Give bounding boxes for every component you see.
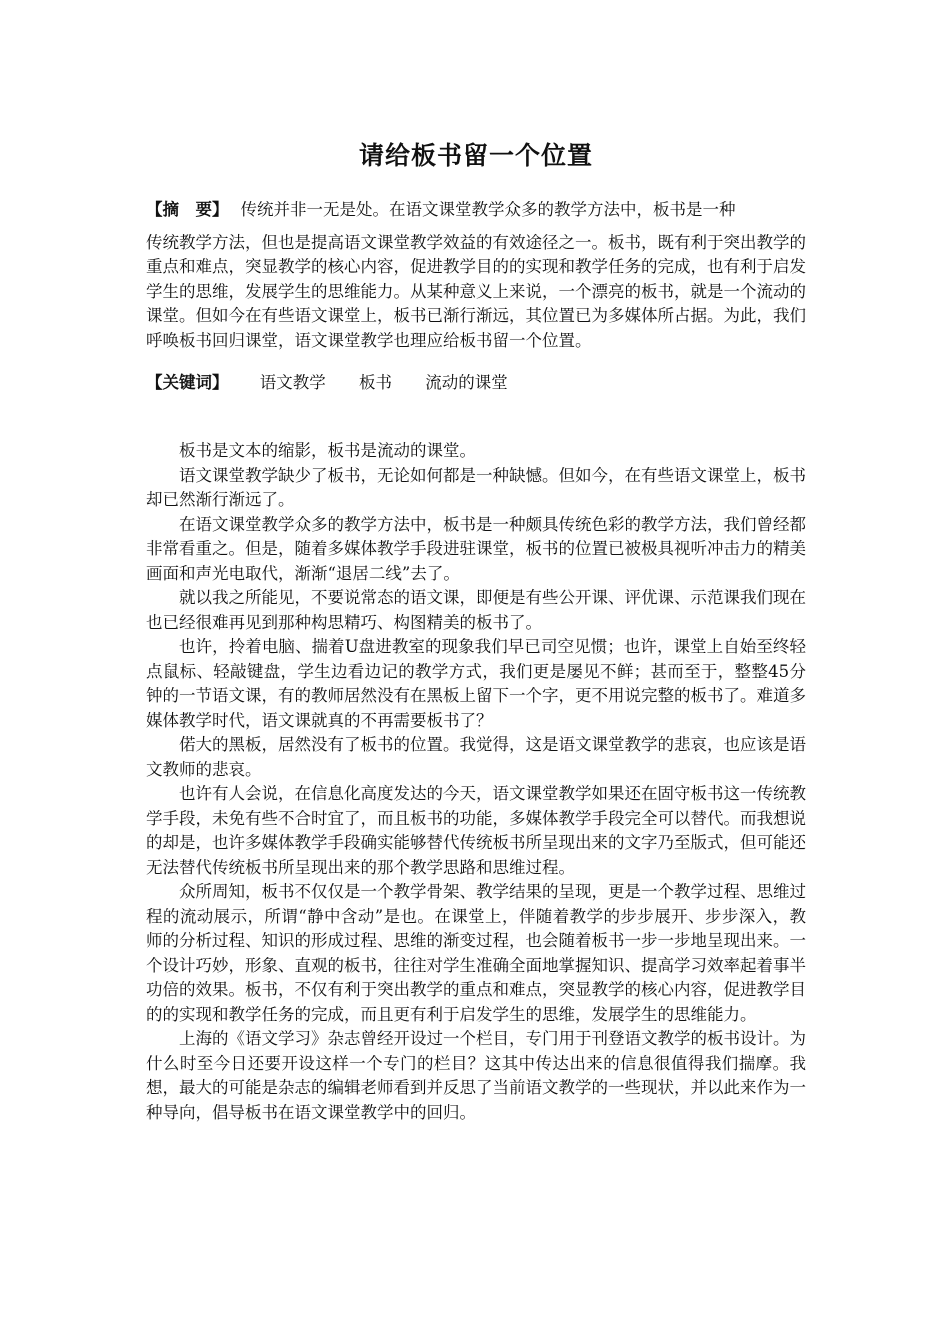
keywords-label: 【关键词】 xyxy=(146,373,229,392)
body-text xyxy=(146,439,806,1125)
abstract-label: 【摘 要】 xyxy=(146,200,229,219)
abstract-text-line1: 传统并非一无是处。在语文课堂教学众多的教学方法中，板书是一种 xyxy=(240,200,736,219)
keyword-item: 语文教学 xyxy=(259,373,326,392)
body-paragraph: 语文课堂教学缺少了板书，无论如何都是一种缺憾。但如今，在有些语文课堂上，板书却已然渐行渐远了。 xyxy=(146,465,806,509)
body-paragraph: 也许有人会说，在信息化高度发达的今天，语文课堂教学如果还在固守板书这一传统教学手段，未免有些不合时宜了，而且板书的功能，多媒体教学手段完全可以替代。而我想说的却是，也许多媒体教学手段确实能够替代传统板书所呈现出来的文字乃至版式，但可能还无法替代传统板书所呈现出来的那个教学思路和思维过程。 xyxy=(146,784,806,877)
body-paragraph: 在语文课堂教学众多的教学方法中，板书是一种颇具传统色彩的教学方法，我们曾经都非常看重之。但是，随着多媒体教学手段进驻课堂，板书的位置已被极具视听冲击力的精美画面和声光电取代，渐渐“退居二线”去了。 xyxy=(146,514,806,583)
keyword-item: 板书 xyxy=(359,373,392,392)
body-paragraph: 众所周知，板书不仅仅是一个教学骨架、教学结果的呈现，更是一个教学过程、思维过程的流动展示，所谓“静中含动”是也。在课堂上，伴随着教学的步步展开、步步深入，教师的分析过程、知识的形成过程、思维的渐变过程，也会随着板书一步一步地呈现出来。一个设计巧妙，形象、直观的板书，往往对学生准确全面地掌握知识、提高学习效率起着事半功倍的效果。板书，不仅有利于突出教学的重点和难点，突显教学的核心内容，促进教学目的的实现和教学任务的完成，而且更有利于启发学生的思维，发展学生的思维能力。 xyxy=(146,882,806,1024)
abstract-section xyxy=(146,198,806,353)
abstract-first-line xyxy=(146,198,806,223)
body-paragraph: 板书是文本的缩影，板书是流动的课堂。 xyxy=(179,441,476,460)
body-paragraph: 上海的《语文学习》杂志曾经开设过一个栏目，专门用于刊登语文教学的板书设计。为什么时至今日还要开设这样一个专门的栏目？这其中传达出来的信息很值得我们揣摩。我想，最大的可能是杂志的编辑老师看到并反思了当前语文教学的一些现状，并以此来作为一种导向，倡导板书在语文课堂教学中的回归。 xyxy=(146,1029,806,1122)
body-paragraph: 偌大的黑板，居然没有了板书的位置。我觉得，这是语文课堂教学的悲哀，也应该是语文教师的悲哀。 xyxy=(146,735,806,779)
keywords-section xyxy=(146,371,806,395)
keyword-item: 流动的课堂 xyxy=(425,373,508,392)
document-page xyxy=(146,128,806,1125)
abstract-text-rest: 传统教学方法，但也是提高语文课堂教学效益的有效途径之一。板书，既有利于突出教学的重点和难点，突显教学的核心内容，促进教学目的的实现和教学任务的完成，也有利于启发学生的思维，发展学生的思维能力。从某种意义上来说，一个漂亮的板书，就是一个流动的课堂。但如今在有些语文课堂上，板书已渐行渐远，其位置已为多媒体所占据。为此，我们呼唤板书回归课堂，语文课堂教学也理应给板书留一个位置。 xyxy=(146,232,806,350)
body-paragraph: 就以我之所能见，不要说常态的语文课，即便是有些公开课、评优课、示范课我们现在也已经很难再见到那种构思精巧、构图精美的板书了。 xyxy=(146,588,806,632)
body-paragraph: 也许，拎着电脑、揣着U盘进教室的现象我们早已司空见惯；也许，课堂上自始至终轻点鼠标、轻敲键盘，学生边看边记的教学方式，我们更是屡见不鲜；甚而至于，整整45分钟的一节语文课，有的教师居然没有在黑板上留下一个字，更不用说完整的板书了。难道多媒体教学时代，语文课就真的不再需要板书了？ xyxy=(146,637,806,730)
document-title: 请给板书留一个位置 xyxy=(358,141,593,170)
